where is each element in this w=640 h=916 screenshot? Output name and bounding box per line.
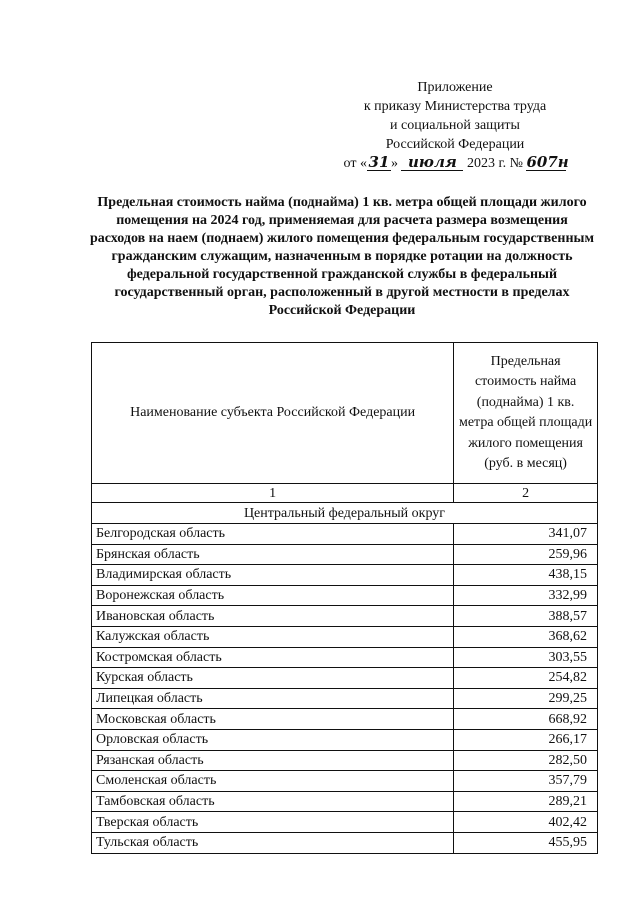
handwritten-order-number: 607н [526, 153, 569, 171]
column-header-region: Наименование субъекта Российской Федерации [92, 343, 454, 484]
order-date-line [330, 154, 580, 173]
rent-cost-table [91, 342, 598, 854]
appendix-ministry-line: и социальной защиты [390, 118, 520, 133]
table-row [92, 771, 598, 792]
table-header-row [92, 343, 598, 484]
region-name: Калужская область [92, 626, 454, 647]
federal-district-name: Центральный федеральный округ [92, 503, 598, 524]
table-row [92, 750, 598, 771]
region-name: Владимирская область [92, 565, 454, 586]
cost-value: 254,82 [454, 668, 598, 689]
region-name: Костромская область [92, 647, 454, 668]
table-row [92, 544, 598, 565]
table-row [92, 812, 598, 833]
region-name: Московская область [92, 709, 454, 730]
table-row [92, 688, 598, 709]
region-name: Смоленская область [92, 771, 454, 792]
table-row [92, 585, 598, 606]
region-name: Воронежская область [92, 585, 454, 606]
federal-district-row [92, 503, 598, 524]
column-number-2: 2 [454, 484, 598, 503]
region-name: Тверская область [92, 812, 454, 833]
cost-value: 455,95 [454, 832, 598, 853]
cost-value: 438,15 [454, 565, 598, 586]
table-row [92, 709, 598, 730]
date-prefix: от « [343, 156, 367, 171]
cost-value: 259,96 [454, 544, 598, 565]
region-name: Тульская область [92, 832, 454, 853]
table-row [92, 832, 598, 853]
table-row [92, 791, 598, 812]
appendix-country-line: Российской Федерации [385, 137, 525, 152]
cost-value: 668,92 [454, 709, 598, 730]
table-row [92, 668, 598, 689]
region-name: Брянская область [92, 544, 454, 565]
cost-value: 388,57 [454, 606, 598, 627]
table-row [92, 565, 598, 586]
cost-value: 341,07 [454, 524, 598, 545]
cost-value: 289,21 [454, 791, 598, 812]
document-heading: Предельная стоимость найма (поднайма) 1 кв. метра общей площади жилого помещения на 2024 год, применяемая для расчета размера возмещения расходов на наем (поднаем) жилого помещения федеральным государственным гражданским служащим, назначенным в порядке ротации на должность федеральной государственной гражданской службы в федеральный государственный орган, расположенный в другой местности в пределах Российской Федерации [89, 195, 594, 318]
column-number-1: 1 [92, 484, 454, 503]
region-name: Белгородская область [92, 524, 454, 545]
cost-value: 266,17 [454, 729, 598, 750]
cost-value: 282,50 [454, 750, 598, 771]
table-row [92, 626, 598, 647]
handwritten-month: июля [401, 155, 463, 171]
appendix-block [330, 78, 580, 173]
date-year: 2023 г. № [463, 156, 527, 171]
handwritten-day: 31 [368, 153, 390, 171]
cost-value: 332,99 [454, 585, 598, 606]
cost-value: 357,79 [454, 771, 598, 792]
date-mid: » [390, 156, 402, 171]
region-name: Курская область [92, 668, 454, 689]
table-body [92, 524, 598, 854]
cost-value: 299,25 [454, 688, 598, 709]
cost-value: 368,62 [454, 626, 598, 647]
region-name: Тамбовская область [92, 791, 454, 812]
cost-value: 303,55 [454, 647, 598, 668]
column-number-row [92, 484, 598, 503]
region-name: Липецкая область [92, 688, 454, 709]
appendix-order-line: к приказу Министерства труда [363, 99, 547, 114]
table-row [92, 729, 598, 750]
table-row [92, 647, 598, 668]
region-name: Ивановская область [92, 606, 454, 627]
cost-value: 402,42 [454, 812, 598, 833]
column-header-cost: Предельная стоимость найма (поднайма) 1 кв. метра общей площади жилого помещения (руб. в месяц) [454, 343, 598, 484]
region-name: Рязанская область [92, 750, 454, 771]
region-name: Орловская область [92, 729, 454, 750]
appendix-title: Приложение [417, 80, 493, 95]
table-row [92, 606, 598, 627]
table-row [92, 524, 598, 545]
